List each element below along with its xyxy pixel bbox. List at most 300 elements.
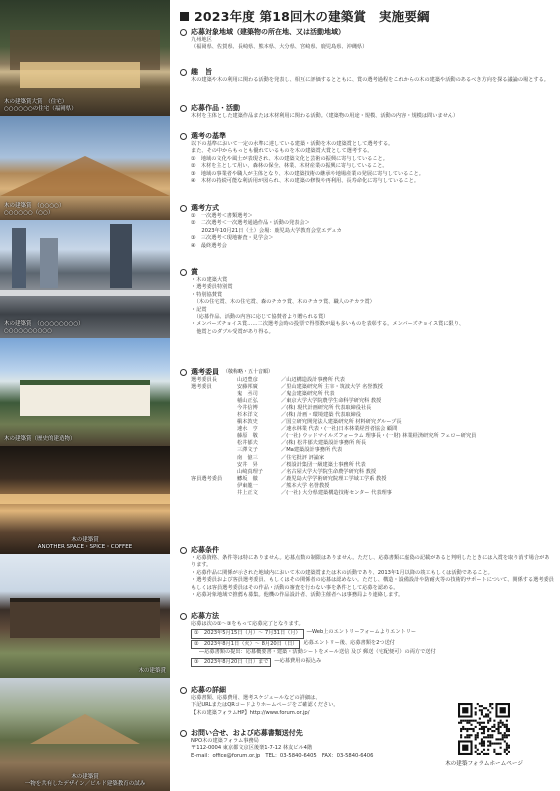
qr-module (508, 751, 510, 753)
qr-module (479, 705, 481, 707)
jury-role (191, 419, 237, 426)
qr-module (495, 753, 497, 755)
photo-1-window (20, 62, 140, 88)
qr-module (487, 709, 489, 711)
jury-role (191, 433, 237, 440)
photo-6 (0, 554, 170, 678)
jury-list (191, 377, 554, 497)
section-jury-heading: 選考委員 (191, 368, 219, 376)
jury-row (191, 469, 554, 476)
qr-module (460, 730, 462, 732)
qr-module (462, 726, 464, 728)
qr-module (506, 749, 508, 751)
qr-module (479, 709, 481, 711)
qr-module (483, 736, 485, 738)
photo-2-caption: 木の建築賞 （○○○○） ○○○○○○（○○） (4, 203, 65, 216)
qr-module (483, 728, 485, 730)
qr-module (504, 724, 506, 726)
section-process-lead: 応募は次の①～③をもって応募完了となります。 (191, 621, 304, 627)
qr-module (493, 726, 495, 728)
qr-module (487, 720, 489, 722)
jury-name: 三澤文子 (237, 447, 258, 454)
qr-module (487, 745, 489, 747)
qr-module (489, 743, 491, 745)
qr-module (481, 709, 483, 711)
qr-module (464, 736, 466, 738)
jury-name: 稲山正弘 (237, 398, 258, 405)
qr-module (508, 747, 510, 749)
qr-module (498, 728, 500, 730)
qr-module (468, 722, 470, 724)
qr-module (506, 753, 508, 755)
qr-module (489, 736, 491, 738)
photo-3 (0, 220, 170, 338)
qr-module (475, 736, 477, 738)
photo-5 (0, 446, 170, 554)
qr-module (466, 722, 468, 724)
qr-module (487, 753, 489, 755)
jury-role (191, 469, 237, 476)
qr-module (485, 753, 487, 755)
qr-module (502, 738, 504, 740)
qr-module (498, 724, 500, 726)
qr-module (464, 720, 466, 722)
qr-module (479, 718, 481, 720)
jury-name: 安井 昇 (237, 461, 258, 468)
qr-module (504, 740, 506, 742)
qr-module (500, 743, 502, 745)
qr-module (495, 728, 497, 730)
jury-affiliation: ／(株) 現代計画研究所 代表取締役社長 (281, 405, 372, 412)
qr-module (487, 728, 489, 730)
section-process (180, 612, 554, 667)
qr-module (491, 726, 493, 728)
qr-module (473, 720, 475, 722)
section-awards (180, 268, 554, 336)
qr-module (508, 730, 510, 732)
qr-module (460, 734, 462, 736)
photo-6-caption: 木の建築賞 (138, 668, 166, 674)
qr-module (489, 745, 491, 747)
jury-role (191, 483, 237, 490)
qr-module (502, 722, 504, 724)
qr-module (493, 720, 495, 722)
jury-name: 藤原 敬 (237, 433, 258, 440)
section-awards-heading: 賞 (191, 268, 198, 276)
qr-module (506, 736, 508, 738)
qr-module (493, 724, 495, 726)
jury-row (191, 447, 554, 454)
qr-module (468, 736, 470, 738)
jury-affiliation: ／名古屋大学大学院生命農学研究科 教授 (281, 468, 377, 475)
jury-row (191, 476, 554, 483)
qr-module (502, 734, 504, 736)
qr-module (475, 747, 477, 749)
qr-module (506, 747, 508, 749)
section-works (180, 104, 554, 120)
section-contact-heading: お問い合せ、および応募書類送付先 (191, 729, 303, 737)
qr-module (485, 726, 487, 728)
photo-7-caption: 木の建築賞 一物を共有したデザイン／ビルド建築教育の試み (24, 774, 146, 787)
section-purpose (180, 68, 554, 84)
qr-module (498, 722, 500, 724)
photo-6-house (10, 598, 160, 638)
photo-1-caption: 木の建築賞大賞 （住宅） ○○○○○○の住宅（福岡県） (4, 99, 77, 112)
jury-affiliation: ／速水林業 代表・(一社)日本林業経営者協会 顧問 (281, 426, 398, 433)
qr-module (481, 726, 483, 728)
qr-module (504, 734, 506, 736)
qr-module (458, 722, 460, 724)
qr-module (504, 749, 506, 751)
qr-module (475, 707, 477, 709)
photo-3-tower-2 (40, 238, 58, 288)
qr-module (466, 730, 468, 732)
qr-module (504, 736, 506, 738)
qr-module (475, 751, 477, 753)
photo-5-caption: 木の建築賞 ANOTHER SPACE・SPICE・COFFEE (37, 537, 133, 550)
qr-module (475, 738, 477, 740)
qr-module (460, 720, 462, 722)
photo-4-building (20, 380, 150, 416)
qr-module (487, 749, 489, 751)
jury-affiliation: ／桜設計集団一級建築士事務所 代表 (281, 461, 366, 468)
section-criteria (180, 132, 554, 185)
qr-module (477, 722, 479, 724)
section-details (180, 686, 444, 717)
section-contact (180, 729, 444, 760)
process-step-1-text: ―Web上のエントリーフォームよりエントリー (306, 629, 417, 636)
qr-module (466, 728, 468, 730)
qr-module (477, 736, 479, 738)
qr-module (508, 734, 510, 736)
qr-module (504, 732, 506, 734)
jury-role (191, 462, 237, 469)
qr-module (489, 734, 491, 736)
jury-row (191, 455, 554, 462)
jury-name: 鰺坂 徹 (237, 475, 258, 482)
qr-module (487, 736, 489, 738)
qr-module (481, 751, 483, 753)
bullet-circle-icon (180, 269, 187, 276)
photo-3-caption: 木の建築賞 （○○○○○○○○） ○○○○○○○○○○ (4, 321, 84, 334)
section-conditions-heading: 応募条件 (191, 546, 219, 554)
jury-name: 鬼 丞司 (237, 391, 258, 398)
jury-name: 南 億三 (237, 454, 258, 461)
qr-finder (462, 707, 468, 713)
qr-module (481, 743, 483, 745)
qr-module (491, 730, 493, 732)
qr-module (475, 726, 477, 728)
photo-7 (0, 678, 170, 791)
jury-affiliation: ／(株) 松井郁夫建築設計事務所 所長 (281, 440, 367, 447)
section-details-heading: 応募の詳細 (191, 686, 226, 694)
qr-module (481, 722, 483, 724)
qr-module (483, 743, 485, 745)
section-area (180, 28, 554, 52)
qr-module (477, 734, 479, 736)
jury-role (191, 447, 237, 454)
jury-role: 選考委員 (191, 384, 212, 391)
jury-role (191, 398, 237, 405)
qr-module (502, 736, 504, 738)
section-jury (180, 368, 554, 497)
section-process-heading: 応募方法 (191, 612, 219, 620)
title-square-icon (180, 12, 189, 21)
qr-module (487, 715, 489, 717)
qr-module (487, 740, 489, 742)
jury-name: 杉本洋文 (237, 412, 258, 419)
qr-module (479, 753, 481, 755)
qr-module (491, 734, 493, 736)
bullet-circle-icon (180, 369, 187, 376)
qr-module (475, 713, 477, 715)
qr-module (506, 720, 508, 722)
qr-module (466, 734, 468, 736)
qr-module (489, 720, 491, 722)
qr-module (475, 720, 477, 722)
section-awards-body: ・木の建築大賞 ・選考委員特別賞 ・特別協賛賞 （木の住宅賞、木の住宅賞、森のチカラ賞、木のチカラ賞、職人のチカラ賞） ・記賞 （応募作品、活動の内容に応じて協賛者より贈られる賞） ・メンバーズチョイス賞……二次選考会時の投票で得票数が最も多いものを表彰する。メンバーズチョイス賞に限り、 他賞とのダブル受賞があり得る。 (191, 277, 465, 335)
qr-module (468, 728, 470, 730)
process-step-3-text: ―応募費用の振込み (274, 657, 322, 664)
process-step-3 (191, 658, 554, 667)
photo-4 (0, 338, 170, 446)
photo-column (0, 0, 170, 791)
jury-role (191, 490, 237, 497)
qr-module (483, 732, 485, 734)
qr-module (475, 745, 477, 747)
qr-module (498, 738, 500, 740)
qr-module (487, 722, 489, 724)
section-works-heading: 応募作品・活動 (191, 104, 240, 112)
process-step-1-date: ① 2023年5月15日（月）～ 7月31日（月） (191, 629, 304, 638)
jury-name: 安藤邦廣 (237, 384, 258, 391)
qr-module (498, 743, 500, 745)
qr-module (477, 732, 479, 734)
qr-module (504, 726, 506, 728)
section-area-body: 九州地区 （福岡県、佐賀県、長崎県、熊本県、大分県、宮崎県、鹿児島県、沖縄県） (191, 37, 368, 51)
qr-module (481, 738, 483, 740)
qr-label: 木の建築フォラムホームページ (445, 761, 523, 767)
jury-name: 伊東龍一 (237, 482, 258, 489)
process-step-1 (191, 629, 554, 638)
jury-role (191, 426, 237, 433)
qr-module (468, 734, 470, 736)
qr-module (500, 722, 502, 724)
qr-module (473, 730, 475, 732)
section-purpose-body: 木の建築や木の利用に関わる活動を発表し、相互に評価するとともに、賞の選考過程をこれからの木の建築や活動のあるべき方向を探る議論の場とする。 (191, 77, 549, 83)
jury-role (191, 455, 237, 462)
qr-module (481, 728, 483, 730)
qr-module (479, 728, 481, 730)
qr-module (485, 707, 487, 709)
qr-finder (500, 707, 506, 713)
jury-role (191, 391, 237, 398)
jury-role: 選考委員長 (191, 377, 217, 383)
process-step-3-date: ③ 2023年8月20日（日）まで (191, 658, 271, 667)
qr-module (481, 740, 483, 742)
jury-name: 槇本敦史 (237, 419, 258, 426)
qr-module (489, 703, 491, 705)
section-criteria-body: 以下の基準において一定の水準に達している建築・活動を木の建築賞として選考する。 また、その中からもっとも優れているものを木の建築賞大賞として選考する。 ① 地域の文化や風土が表現され、木の建築文化と芸術の振興に寄与していること。 ② 木材を主として用い、森林の保全、林業、木材産業の振興に寄与していること。 ③ 地域の事業者や職人が主体となり、木の建築技術の継承や地場産業の発展に寄与していること。 ④ 木材の持続可能な利活用が図られ、木の建築の修復や再利用、長寿命化に寄与していること。 (191, 141, 424, 185)
jury-affiliation: ／Ma建築設計事務所 代表 (281, 447, 343, 454)
qr-module (460, 736, 462, 738)
qr-module (506, 734, 508, 736)
jury-affiliation: ／(一社) ウッドマイルズフォーラム 理事長・(一財) 林業経済研究所 フェロー研究員 (281, 433, 477, 440)
section-conditions (180, 546, 554, 599)
qr-module (506, 724, 508, 726)
jury-row (191, 462, 554, 469)
qr-module (498, 730, 500, 732)
qr-module (495, 738, 497, 740)
qr-module (504, 751, 506, 753)
section-area-heading: 応募対象地域（建築物の所在地、又は活動地域） (191, 28, 345, 36)
qr-module (502, 724, 504, 726)
process-steps (191, 629, 554, 667)
photo-5-light (0, 494, 170, 504)
qr-module (462, 720, 464, 722)
section-method-heading: 選考方式 (191, 204, 219, 212)
photo-3-tower-1 (12, 228, 26, 288)
jury-row (191, 377, 554, 384)
qr-module (506, 743, 508, 745)
qr-module (481, 732, 483, 734)
qr-finder (462, 745, 468, 751)
jury-affiliation: ／(株) 計画・環境建築 代表取締役 (281, 412, 361, 419)
qr-module (491, 743, 493, 745)
qr-module (489, 711, 491, 713)
qr-module (498, 753, 500, 755)
qr-module (498, 732, 500, 734)
section-jury-note: （敬称略・五十音順） (223, 369, 274, 375)
qr-module (500, 732, 502, 734)
photo-3-rail (0, 290, 170, 296)
qr-module (506, 730, 508, 732)
bullet-circle-icon (180, 133, 187, 140)
bullet-circle-icon (180, 69, 187, 76)
photo-3-tower-3 (110, 224, 132, 288)
qr-module (470, 734, 472, 736)
process-step-2-date: ② 2023年8月1日（火）～ 8月20日（日） (191, 640, 300, 649)
qr-module (489, 718, 491, 720)
jury-name: 山崎真理子 (237, 468, 263, 475)
section-method-body: ① 一次選考＜書類選考＞ ② 二次選考＜一次選考通過作品・活動の発表会＞ 2023年10月21日（土）会場：鹿児島大学教育会堂エデュカ ③ 三次選考＜現地審査・見学会＞ ④ 最終選考会 (191, 213, 342, 249)
qr-module (483, 753, 485, 755)
jury-role (191, 412, 237, 419)
jury-role: 客員選考委員 (191, 475, 223, 482)
jury-name: 松井郁夫 (237, 440, 258, 447)
bullet-circle-icon (180, 29, 187, 36)
qr-module (483, 740, 485, 742)
bullet-circle-icon (180, 687, 187, 694)
jury-row (191, 490, 554, 497)
photo-1 (0, 0, 170, 116)
bullet-circle-icon (180, 547, 187, 554)
jury-name: 今井信博 (237, 405, 258, 412)
qr-module (493, 743, 495, 745)
qr-module (489, 728, 491, 730)
qr-module (500, 726, 502, 728)
qr-module (495, 743, 497, 745)
jury-affiliation: ／住宅批評 評論家 (281, 454, 325, 461)
qr-module (479, 722, 481, 724)
section-method (180, 204, 554, 250)
jury-affiliation: ／鹿児島大学学術研究院理工学域工学系 教授 (281, 475, 387, 482)
qr-module (500, 747, 502, 749)
section-criteria-heading: 選考の基準 (191, 132, 226, 140)
qr-module (485, 715, 487, 717)
section-conditions-body: ・応募資格、条件等は特にありません。応募点数の制限はありません。ただし、応募書類に虚偽の記載があると判明したときには入賞を取り消す場合があります。 ・応募作品に関係が示された地域内において木の建築賞または木の活動であり、2013年1月以降の竣工もしくは活動であること。 ・選考委員および客員選考委員、もしくはその関係者の応募は認めない。ただし、構造・設備設計や防耐火等の技術的サポートについて、関係する選考委員もしくは客員選考委員はその作品・活動の審査を行わない事を条件として応募を認める。 ・応募対象地域で推薦も募集。他機の作品設計者、活動主催者へは事務局より連絡します。 (191, 555, 554, 599)
qr-module (479, 743, 481, 745)
qr-module (487, 734, 489, 736)
qr-module (500, 738, 502, 740)
qr-module (491, 703, 493, 705)
section-purpose-heading: 趣 旨 (191, 68, 212, 76)
qr-module (466, 736, 468, 738)
qr-module (481, 745, 483, 747)
qr-module (506, 726, 508, 728)
photo-7-pavilion (30, 714, 140, 744)
bullet-circle-icon (180, 205, 187, 212)
jury-affiliation: ／東京大学大学院農学生命科学研究科 教授 (281, 398, 382, 405)
bullet-circle-icon (180, 730, 187, 737)
qr-module (483, 745, 485, 747)
jury-name: 井上正文 (237, 489, 258, 496)
qr-module (491, 736, 493, 738)
qr-module (462, 728, 464, 730)
jury-name: 速水 亨 (237, 426, 258, 433)
qr-module (477, 703, 479, 705)
qr-module (508, 745, 510, 747)
jury-affiliation: ／(一社) 大分県建築構造技術センター 代表理事 (281, 489, 392, 496)
qr-module (470, 720, 472, 722)
jury-affiliation: ／熊本大学 名誉教授 (281, 482, 330, 489)
qr-module (483, 715, 485, 717)
page-title (180, 6, 554, 26)
qr-module (487, 713, 489, 715)
qr-module (506, 745, 508, 747)
jury-affiliation: ／山辺構造設計事務所 代表 (281, 377, 345, 383)
qr-module (464, 728, 466, 730)
qr-module (475, 711, 477, 713)
jury-affiliation: ／鬼会建築研究所 代表 (281, 391, 335, 398)
qr-code[interactable] (458, 703, 510, 755)
qr-module (483, 730, 485, 732)
jury-role (191, 405, 237, 412)
qr-module (493, 751, 495, 753)
guidelines-content (176, 6, 554, 786)
process-step-2 (191, 640, 554, 649)
section-works-body: 木材を主体とした建築作品または木材利用に関わる活動。（建築物の用途・規模、活動の内容・規模は問いません） (191, 113, 459, 119)
jury-row (191, 483, 554, 490)
qr-module (493, 730, 495, 732)
qr-module (500, 753, 502, 755)
qr-module (493, 749, 495, 751)
qr-module (481, 713, 483, 715)
jury-name: 山辺豊彦 (237, 377, 258, 383)
qr-module (477, 753, 479, 755)
photo-2-gable (0, 156, 170, 196)
photo-2 (0, 116, 170, 220)
qr-module (466, 720, 468, 722)
qr-module (468, 720, 470, 722)
qr-module (487, 730, 489, 732)
qr-module (489, 705, 491, 707)
page-title-text: 2023年度 第18回木の建築賞 実施要綱 (194, 9, 430, 24)
qr-module (485, 713, 487, 715)
qr-module (489, 740, 491, 742)
qr-module (483, 707, 485, 709)
qr-module (477, 749, 479, 751)
